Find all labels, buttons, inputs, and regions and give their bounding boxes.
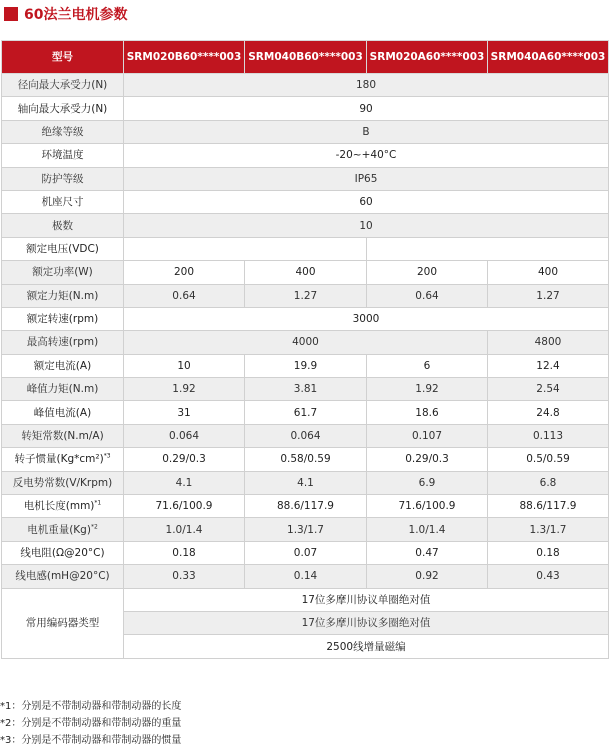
header-col-4: SRM040A60****003 [488,41,609,74]
row-value: 90 [124,97,609,120]
cell: 6.9 [367,471,488,494]
row-label: 额定转速(rpm) [2,307,124,330]
row-label: 防护等级 [2,167,124,190]
cell: 1.3/1.7 [488,518,609,541]
table-row [2,495,609,518]
encoder-option: 17位多摩川协议多圈绝对值 [124,611,609,634]
cell: 71.6/100.9 [367,495,488,518]
cell: 71.6/100.9 [124,495,245,518]
cell: 0.29/0.3 [367,448,488,471]
cell: 19.9 [245,354,367,377]
cell: 2.54 [488,378,609,401]
cell: 0.47 [367,541,488,564]
table-row [2,331,609,354]
footnote: *3：分别是不带制动器和带制动器的惯量 [0,735,182,746]
row-label: 绝缘等级 [2,120,124,143]
header-col-2: SRM040B60****003 [245,41,367,74]
cell: 400 [245,261,367,284]
cell: 200 [124,261,245,284]
cell: 4.1 [124,471,245,494]
table-header-row [2,41,609,74]
row-label: 转矩常数(N.m/A) [2,424,124,447]
encoder-option: 17位多摩川协议单圈绝对值 [124,588,609,611]
cell: 3.81 [245,378,367,401]
cell: 1.92 [124,378,245,401]
row-value: 4800 [488,331,609,354]
row-value: -20~+40°C [124,144,609,167]
row-value: 10 [124,214,609,237]
row-value [124,237,367,260]
cell: 61.7 [245,401,367,424]
table-row [2,354,609,377]
footnote: *1：分别是不带制动器和带制动器的长度 [0,701,182,712]
row-label: 电机长度(mm)$^{*1}$ [2,495,124,518]
cell: 0.07 [245,541,367,564]
table-row [2,190,609,213]
cell: 200 [367,261,488,284]
row-label: 电机重量$(Kg)^{*2}$ [2,518,124,541]
cell: 0.92 [367,565,488,588]
table-row [2,307,609,330]
row-label: 极数 [2,214,124,237]
row-label: 反电势常数(V/Krpm) [2,471,124,494]
row-label: 机座尺寸 [2,190,124,213]
cell: 0.58/0.59 [245,448,367,471]
row-label: 额定电压(VDC) [2,237,124,260]
cell: 0.14 [245,565,367,588]
row-label: 额定功率(W) [2,261,124,284]
cell: 0.18 [488,541,609,564]
cell: 4.1 [245,471,367,494]
table-row [2,74,609,97]
table-row [2,261,609,284]
footnotes [0,698,181,749]
header-col-3: SRM020A60****003 [367,41,488,74]
cell: 6.8 [488,471,609,494]
cell: 24.8 [488,401,609,424]
table-row [2,120,609,143]
cell: 0.29/0.3 [124,448,245,471]
header-col-1: SRM020B60****003 [124,41,245,74]
cell: 1.27 [245,284,367,307]
page-title: 60法兰电机参数 [24,7,128,23]
cell: 88.6/117.9 [245,495,367,518]
motor-spec-table [1,40,609,659]
footnote: *2：分别是不带制动器和带制动器的重量 [0,718,182,729]
row-label: 线电阻(Ω@20°C) [2,541,124,564]
row-value: 180 [124,74,609,97]
row-label: 峰值电流(A) [2,401,124,424]
cell: 0.18 [124,541,245,564]
row-value [367,237,609,260]
row-value: 4000 [124,331,488,354]
table-row [2,518,609,541]
table-row [2,378,609,401]
row-value: B [124,120,609,143]
cell: 0.064 [245,424,367,447]
row-label: 额定电流(A) [2,354,124,377]
cell: 0.64 [124,284,245,307]
cell: 31 [124,401,245,424]
table-row [2,588,609,611]
row-label: 转子惯量$(Kg*cm^2)^{*3}$ [2,448,124,471]
row-label: 额定力矩(N.m) [2,284,124,307]
table-row [2,565,609,588]
row-value: 3000 [124,307,609,330]
cell: 10 [124,354,245,377]
cell: 0.064 [124,424,245,447]
cell: 1.0/1.4 [124,518,245,541]
cell: 12.4 [488,354,609,377]
row-label: 线电感(mH@20°C) [2,565,124,588]
encoder-option: 2500线增量磁编 [124,635,609,658]
row-label: 环境温度 [2,144,124,167]
cell: 88.6/117.9 [488,495,609,518]
cell: 1.3/1.7 [245,518,367,541]
cell: 18.6 [367,401,488,424]
row-label: 最高转速(rpm) [2,331,124,354]
table-row [2,284,609,307]
table-row [2,471,609,494]
title-marker [4,7,18,21]
cell: 1.92 [367,378,488,401]
section-title [4,4,127,24]
header-model: 型号 [2,41,124,74]
cell: 0.107 [367,424,488,447]
cell: 0.113 [488,424,609,447]
table-row [2,424,609,447]
cell: 1.0/1.4 [367,518,488,541]
row-value: 60 [124,190,609,213]
table-row [2,97,609,120]
row-value: IP65 [124,167,609,190]
table-row [2,144,609,167]
row-label: 峰值力矩(N.m) [2,378,124,401]
row-label: 径向最大承受力(N) [2,74,124,97]
cell: 0.43 [488,565,609,588]
cell: 0.64 [367,284,488,307]
cell: 6 [367,354,488,377]
table-row [2,448,609,471]
table-row [2,401,609,424]
table-row [2,541,609,564]
table-row [2,214,609,237]
row-label: 常用编码器类型 [2,588,124,658]
table-row [2,167,609,190]
table-row [2,237,609,260]
cell: 0.5/0.59 [488,448,609,471]
cell: 400 [488,261,609,284]
row-label: 轴向最大承受力(N) [2,97,124,120]
cell: 1.27 [488,284,609,307]
cell: 0.33 [124,565,245,588]
